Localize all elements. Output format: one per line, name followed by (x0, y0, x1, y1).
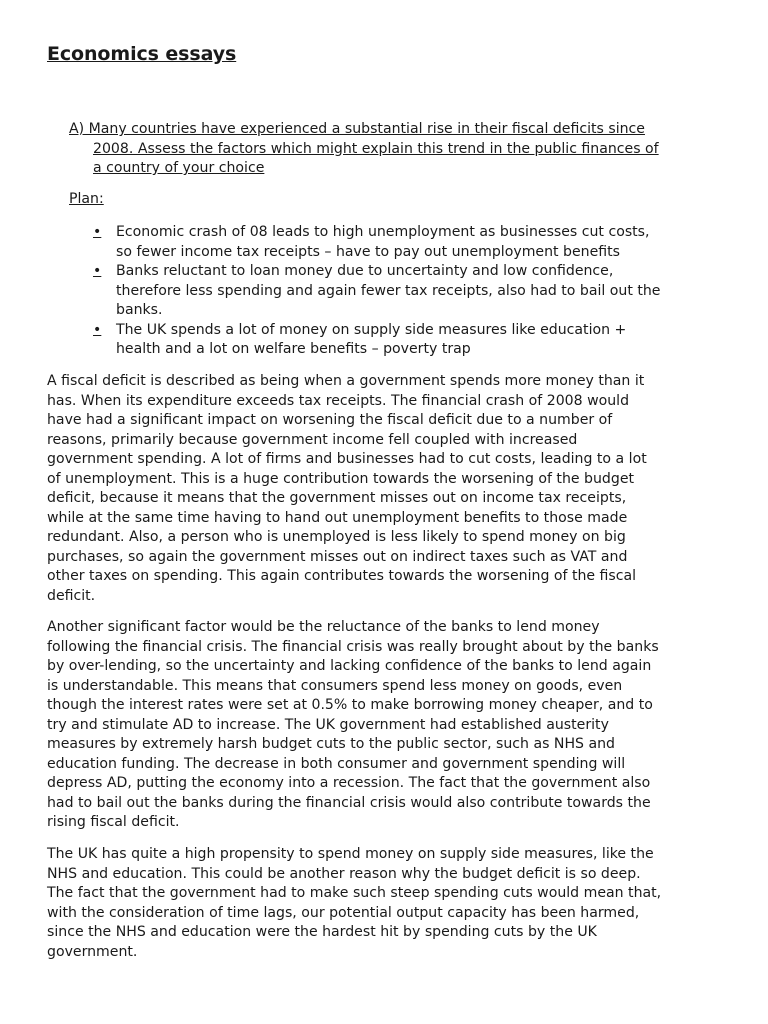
paragraph-line: government spending. A lot of firms and businesses had to cut costs, leading to a lot (47, 451, 647, 467)
paragraph-line: government. (47, 943, 138, 960)
paragraph-line: education funding. The decrease in both consumer and government spending will (47, 755, 626, 772)
plan-label: Plan: (69, 191, 104, 207)
paragraph-line: redundant. Also, a person who is unemployed is less likely to spend money on big (47, 529, 626, 545)
paragraph-line: A fiscal deficit is described as being when a government spends more money than it (47, 373, 645, 389)
question-line: a country of your choice (93, 160, 265, 176)
bullet-icon: • (93, 263, 102, 279)
paragraph-line: depress AD, putting the economy into a recession. The fact that the government also (47, 775, 651, 791)
body-paragraph (47, 845, 727, 962)
question-line: A) Many countries have experienced a substantial rise in their fiscal deficits since (69, 121, 645, 137)
paragraph-line: reasons, primarily because government income fell coupled with increased (47, 431, 578, 448)
paragraph-line: has. When its expenditure exceeds tax receipts. The financial crash of 2008 would (47, 392, 630, 409)
essay-question (69, 120, 729, 179)
paragraph-line: while at the same time having to hand out unemployment benefits to those made (47, 509, 628, 526)
plan-item (93, 321, 733, 360)
bullet-icon: • (93, 321, 102, 338)
plan-item-line: The UK spends a lot of money on supply side measures like education + (116, 321, 627, 338)
body-paragraph (47, 618, 727, 833)
paragraph-line: other taxes on spending. This again contributes towards the worsening of the fiscal (47, 568, 637, 584)
paragraph-line: had to bail out the banks during the financial crisis would also contribute towards the (47, 794, 651, 811)
plan-item-line: so fewer income tax receipts – have to pay out unemployment benefits (116, 243, 620, 260)
paragraph-line: deficit. (47, 587, 96, 604)
paragraph-line: Another significant factor would be the reluctance of the banks to lend money (47, 619, 600, 635)
document-title: Economics essays (47, 43, 237, 65)
paragraph-line: try and stimulate AD to increase. The UK government had established austerity (47, 716, 609, 733)
plan-item-line: Banks reluctant to loan money due to uncertainty and low confidence, (116, 263, 614, 279)
paragraph-line: since the NHS and education were the hardest hit by spending cuts by the UK (47, 924, 597, 940)
paragraph-line: rising fiscal deficit. (47, 814, 180, 830)
paragraph-line: purchases, so again the government misses out on indirect taxes such as VAT and (47, 548, 628, 565)
body-paragraph (47, 372, 727, 606)
paragraph-line: The UK has quite a high propensity to spend money on supply side measures, like the (47, 846, 654, 862)
paragraph-line: NHS and education. This could be another reason why the budget deficit is so deep. (47, 865, 641, 882)
paragraph-line: have had a significant impact on worsening the fiscal deficit due to a number of (47, 412, 613, 428)
plan-item-line: health and a lot on welfare benefits – poverty trap (116, 341, 471, 357)
paragraph-line: is understandable. This means that consumers spend less money on goods, even (47, 677, 623, 694)
plan-list (93, 223, 733, 360)
plan-item (93, 223, 733, 262)
paragraph-line: with the consideration of time lags, our potential output capacity has been harmed, (47, 904, 640, 921)
bullet-icon: • (93, 224, 102, 240)
question-line: 2008. Assess the factors which might explain this trend in the public finances of (93, 140, 659, 157)
plan-item (93, 262, 733, 321)
paragraph-line: though the interest rates were set at 0.5% to make borrowing money cheaper, and to (47, 697, 653, 713)
plan-item-line: therefore less spending and again fewer tax receipts, also had to bail out the (116, 282, 661, 299)
plan-item-line: Economic crash of 08 leads to high unemployment as businesses cut costs, (116, 224, 650, 240)
plan-item-line: banks. (116, 302, 163, 318)
paragraph-line: following the financial crisis. The financial crisis was really brought about by the banks (47, 638, 659, 655)
paragraph-line: deficit, because it means that the government misses out on income tax receipts, (47, 490, 627, 506)
paragraph-line: The fact that the government had to make such steep spending cuts would mean that, (47, 885, 662, 901)
paragraph-line: measures by extremely harsh budget cuts to the public sector, such as NHS and (47, 736, 616, 752)
paragraph-line: by over-lending, so the uncertainty and lacking confidence of the banks to lend again (47, 658, 652, 674)
paragraph-line: of unemployment. This is a huge contribution towards the worsening of the budget (47, 470, 635, 487)
